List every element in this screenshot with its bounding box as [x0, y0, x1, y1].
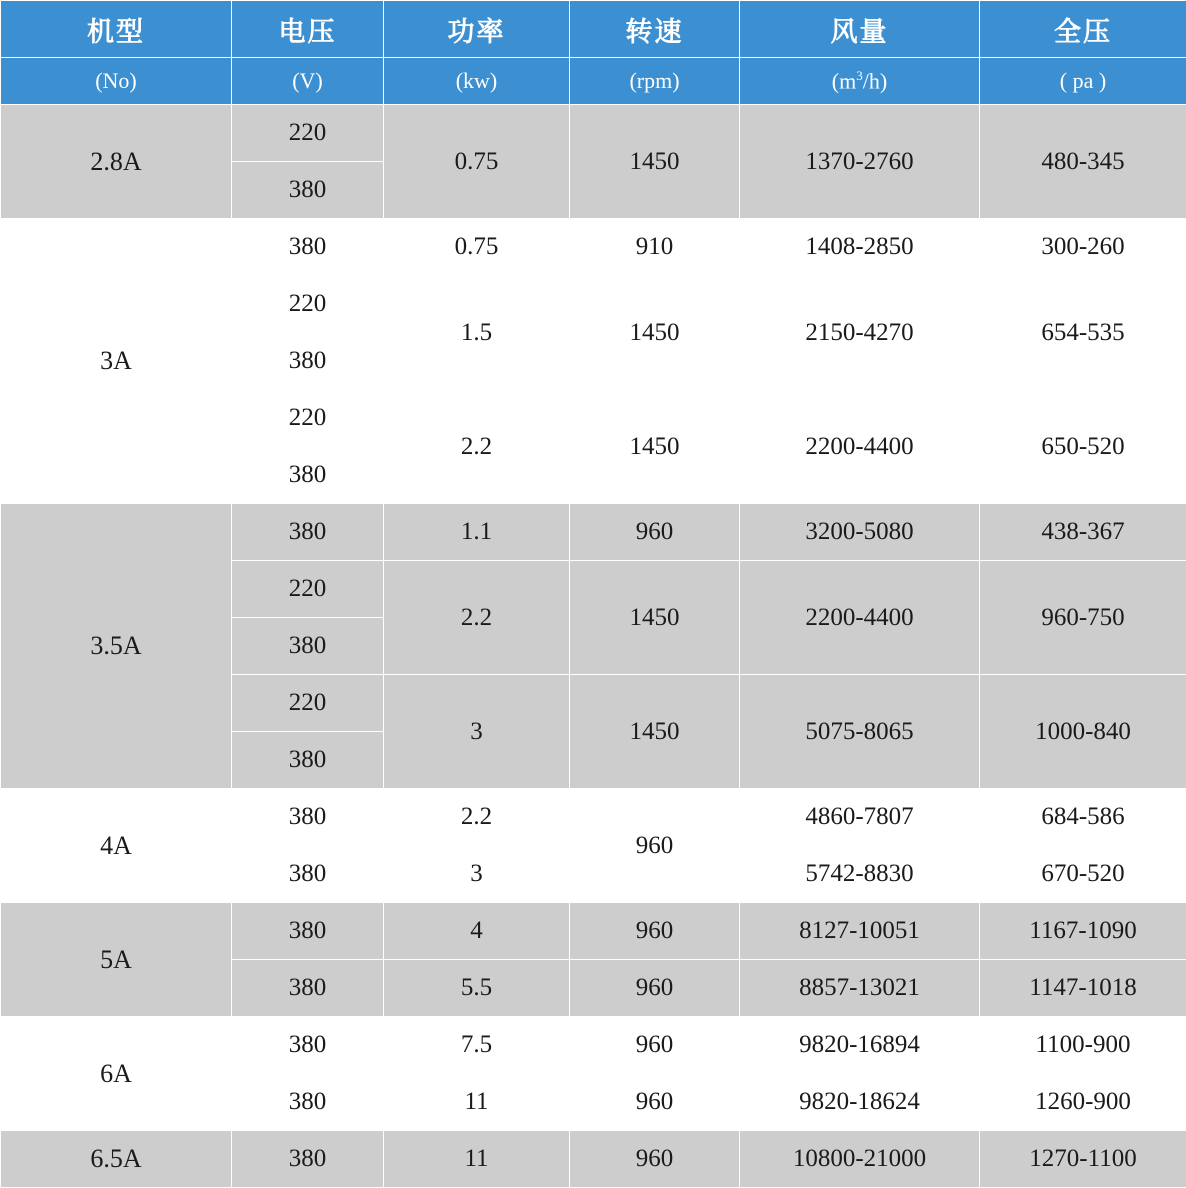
cell-airflow: 8857-13021 — [740, 960, 980, 1017]
cell-power: 3 — [384, 846, 570, 903]
cell-voltage: 220 — [232, 675, 384, 732]
cell-power: 4 — [384, 903, 570, 960]
table-row — [1, 1017, 1186, 1074]
cell-power: 5.5 — [384, 960, 570, 1017]
cell-speed: 960 — [570, 1131, 740, 1188]
table-header — [1, 1, 1186, 105]
cell-airflow: 2150-4270 — [740, 276, 980, 390]
cell-voltage: 380 — [232, 960, 384, 1017]
unit-airflow-exponent: 3 — [856, 68, 863, 83]
cell-airflow: 9820-18624 — [740, 1074, 980, 1131]
cell-speed: 910 — [570, 219, 740, 276]
cell-model: 6.5A — [1, 1131, 232, 1188]
cell-speed: 960 — [570, 903, 740, 960]
cell-speed: 960 — [570, 1074, 740, 1131]
cell-model: 3A — [1, 219, 232, 504]
table-row — [1, 1131, 1186, 1188]
column-unit-speed: (rpm) — [570, 58, 740, 105]
cell-voltage: 380 — [232, 162, 384, 219]
cell-voltage: 220 — [232, 105, 384, 162]
cell-pressure: 1167-1090 — [980, 903, 1186, 960]
cell-power: 1.1 — [384, 504, 570, 561]
column-header-pressure: 全压 — [980, 1, 1186, 58]
column-header-speed: 转速 — [570, 1, 740, 58]
cell-airflow: 9820-16894 — [740, 1017, 980, 1074]
unit-airflow-tail: /h) — [863, 68, 887, 93]
cell-voltage: 220 — [232, 276, 384, 333]
header-row-main — [1, 1, 1186, 58]
cell-pressure: 1260-900 — [980, 1074, 1186, 1131]
column-header-voltage: 电压 — [232, 1, 384, 58]
table-row — [1, 219, 1186, 276]
cell-voltage: 380 — [232, 1074, 384, 1131]
cell-pressure: 1100-900 — [980, 1017, 1186, 1074]
column-unit-model: (No) — [1, 58, 232, 105]
cell-pressure: 1000-840 — [980, 675, 1186, 789]
unit-airflow-base: (m — [832, 68, 856, 93]
table-row — [1, 903, 1186, 960]
cell-power: 2.2 — [384, 390, 570, 504]
cell-pressure: 684-586 — [980, 789, 1186, 846]
cell-speed: 1450 — [570, 561, 740, 675]
cell-airflow: 10800-21000 — [740, 1131, 980, 1188]
cell-voltage: 220 — [232, 561, 384, 618]
cell-speed: 960 — [570, 960, 740, 1017]
cell-airflow: 8127-10051 — [740, 903, 980, 960]
cell-power: 0.75 — [384, 219, 570, 276]
cell-power: 0.75 — [384, 105, 570, 219]
cell-power: 2.2 — [384, 561, 570, 675]
cell-voltage: 380 — [232, 219, 384, 276]
column-unit-airflow — [740, 58, 980, 105]
cell-pressure: 480-345 — [980, 105, 1186, 219]
cell-speed: 1450 — [570, 276, 740, 390]
cell-voltage: 380 — [232, 447, 384, 504]
header-row-units — [1, 58, 1186, 105]
cell-speed: 960 — [570, 504, 740, 561]
cell-airflow: 5075-8065 — [740, 675, 980, 789]
table-row — [1, 789, 1186, 846]
cell-voltage: 380 — [232, 732, 384, 789]
column-header-model: 机型 — [1, 1, 232, 58]
column-header-power: 功率 — [384, 1, 570, 58]
cell-voltage: 380 — [232, 618, 384, 675]
cell-airflow: 1408-2850 — [740, 219, 980, 276]
cell-voltage: 380 — [232, 903, 384, 960]
cell-speed: 960 — [570, 789, 740, 903]
cell-pressure: 654-535 — [980, 276, 1186, 390]
cell-pressure: 670-520 — [980, 846, 1186, 903]
cell-pressure: 438-367 — [980, 504, 1186, 561]
cell-airflow: 4860-7807 — [740, 789, 980, 846]
cell-speed: 1450 — [570, 105, 740, 219]
cell-speed: 1450 — [570, 675, 740, 789]
column-unit-voltage: (V) — [232, 58, 384, 105]
cell-airflow: 2200-4400 — [740, 561, 980, 675]
cell-airflow: 1370-2760 — [740, 105, 980, 219]
cell-pressure: 1147-1018 — [980, 960, 1186, 1017]
cell-power: 2.2 — [384, 789, 570, 846]
table-row — [1, 504, 1186, 561]
cell-speed: 1450 — [570, 390, 740, 504]
cell-voltage: 380 — [232, 789, 384, 846]
cell-voltage: 380 — [232, 1017, 384, 1074]
cell-pressure: 1270-1100 — [980, 1131, 1186, 1188]
cell-power: 3 — [384, 675, 570, 789]
cell-voltage: 380 — [232, 846, 384, 903]
cell-pressure: 650-520 — [980, 390, 1186, 504]
cell-power: 11 — [384, 1131, 570, 1188]
cell-model: 3.5A — [1, 504, 232, 789]
cell-airflow: 2200-4400 — [740, 390, 980, 504]
cell-model: 2.8A — [1, 105, 232, 219]
cell-voltage: 220 — [232, 390, 384, 447]
cell-airflow: 5742-8830 — [740, 846, 980, 903]
cell-voltage: 380 — [232, 504, 384, 561]
cell-power: 11 — [384, 1074, 570, 1131]
cell-model: 5A — [1, 903, 232, 1017]
cell-power: 7.5 — [384, 1017, 570, 1074]
cell-model: 4A — [1, 789, 232, 903]
cell-model: 6A — [1, 1017, 232, 1131]
column-header-airflow: 风量 — [740, 1, 980, 58]
cell-voltage: 380 — [232, 333, 384, 390]
column-unit-power: (kw) — [384, 58, 570, 105]
table-row — [1, 105, 1186, 162]
table-body — [1, 105, 1186, 1188]
cell-power: 1.5 — [384, 276, 570, 390]
column-unit-pressure: ( pa ) — [980, 58, 1186, 105]
cell-voltage: 380 — [232, 1131, 384, 1188]
cell-pressure: 960-750 — [980, 561, 1186, 675]
cell-airflow: 3200-5080 — [740, 504, 980, 561]
cell-pressure: 300-260 — [980, 219, 1186, 276]
cell-speed: 960 — [570, 1017, 740, 1074]
